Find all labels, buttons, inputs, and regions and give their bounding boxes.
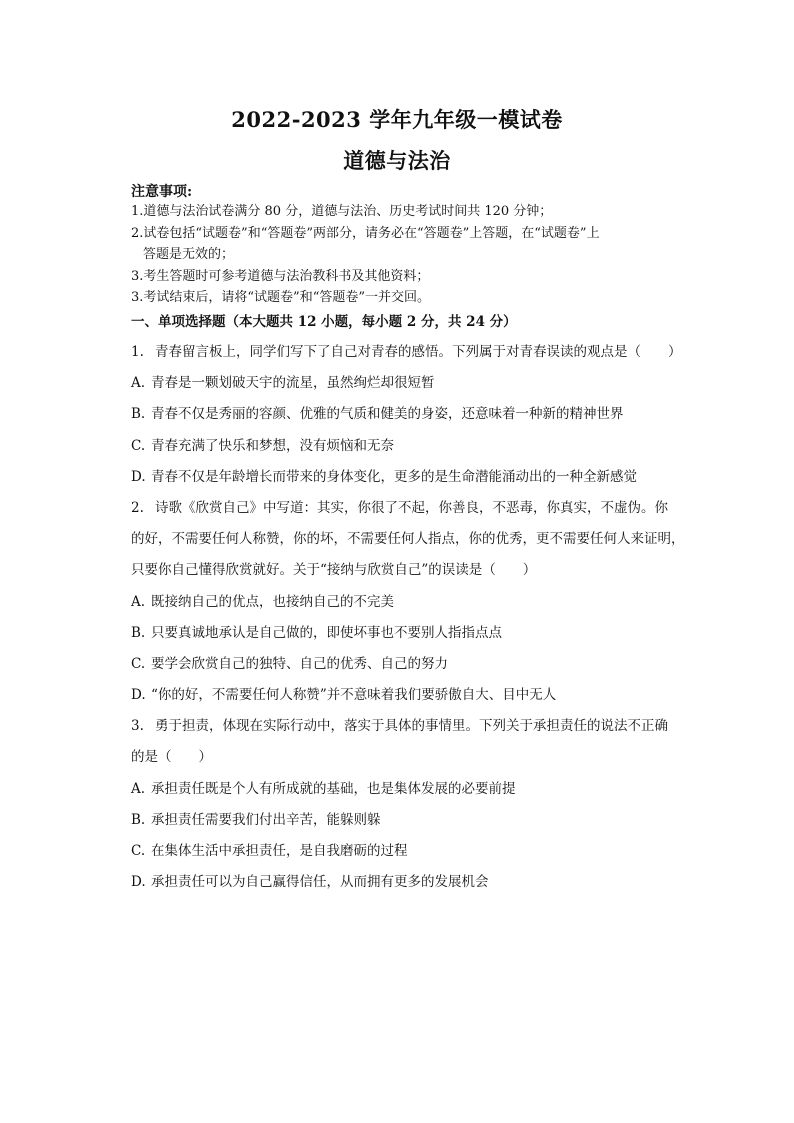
- option-item[interactable]: [131, 778, 706, 809]
- question-text: 勇于担责，体现在实际行动中，落实于具体的事情里。下列关于承担责任的说法不正确: [155, 718, 668, 735]
- option-letter: C.: [131, 843, 146, 859]
- question-stem: [131, 497, 706, 528]
- option-item[interactable]: [131, 622, 706, 653]
- notice-item: 1.道德与法治试卷满分 80 分，道德与法治、历史考试时间共 120 分钟；: [131, 204, 553, 219]
- question-stem: [131, 341, 706, 372]
- option-item[interactable]: [131, 435, 706, 466]
- option-letter: D.: [131, 468, 146, 485]
- question-number: 2.: [131, 499, 144, 516]
- option-text: 青春不仅是年龄增长而带来的身体变化，更多的是生命潜能涌动出的一种全新感觉: [151, 468, 637, 485]
- option-item[interactable]: [131, 653, 706, 684]
- question-number: 3.: [131, 718, 144, 735]
- option-text: 既接纳自己的优点，也接纳自己的不完美: [151, 593, 394, 610]
- option-item[interactable]: [131, 840, 706, 871]
- section-title: 一、单项选择题（本大题共 12 小题，每小题 2 分，共 24 分）: [131, 314, 517, 330]
- option-item[interactable]: [131, 466, 706, 497]
- option-letter: B.: [131, 406, 146, 423]
- question-stem: [131, 715, 706, 746]
- notice-item: 3.考试结束后，请将“试题卷”和“答题卷”一并交回。: [131, 290, 430, 305]
- option-item[interactable]: [131, 591, 706, 622]
- option-item[interactable]: [131, 809, 706, 840]
- notice-item: 2.试卷包括“试题卷”和“答题卷”两部分，请务必在“答题卷”上答题，在“试题卷”上: [131, 225, 600, 241]
- option-item[interactable]: [131, 684, 706, 715]
- notice-item: 3.考生答题时可参考道德与法治教科书及其他资料；: [131, 268, 430, 284]
- option-item[interactable]: [131, 871, 706, 902]
- question-stem-continued: 的是（ ）: [131, 749, 212, 766]
- option-letter: C.: [131, 437, 146, 454]
- option-text: 在集体生活中承担责任，是自我磨砺的过程: [151, 843, 408, 859]
- option-item[interactable]: [131, 403, 706, 434]
- option-letter: D.: [131, 874, 146, 891]
- option-item[interactable]: [131, 372, 706, 403]
- subject-title: 道德与法治: [343, 148, 451, 173]
- option-letter: A.: [131, 375, 146, 392]
- option-text: 承担责任需要我们付出辛苦，能躲则躲: [151, 811, 381, 828]
- notice-item: 答题是无效的；: [143, 247, 235, 262]
- exam-title: 2022-2023 学年九年级一模试卷: [231, 107, 563, 132]
- option-letter: B.: [131, 811, 146, 828]
- option-letter: A.: [131, 593, 146, 610]
- option-text: 青春充满了快乐和梦想，没有烦恼和无奈: [151, 437, 394, 454]
- option-letter: B.: [131, 624, 146, 641]
- question-text: 诗歌《欣赏自己》中写道：其实，你很了不起，你善良，不恶毒，你真实，不虚伪。你: [155, 499, 668, 516]
- option-letter: A.: [131, 780, 146, 797]
- question-list: [131, 341, 706, 902]
- question-text: 青春留言板上，同学们写下了自己对青春的感悟。下列属于对青春误读的观点是（ ）: [155, 344, 682, 360]
- option-text: 只要真诚地承认是自己做的，即使坏事也不要别人指指点点: [151, 624, 502, 641]
- option-text: 青春是一颗划破天宇的流星，虽然绚烂却很短暂: [151, 375, 435, 392]
- option-letter: C.: [131, 655, 146, 672]
- option-text: 青春不仅是秀丽的容颜、优雅的气质和健美的身姿，还意味着一种新的精神世界: [151, 406, 624, 423]
- option-text: 承担责任既是个人有所成就的基础，也是集体发展的必要前提: [151, 780, 516, 797]
- question-number: 1.: [131, 344, 144, 360]
- question-stem-continued: 只要你自己懂得欣赏就好。关于“接纳与欣赏自己”的误读是（ ）: [131, 562, 537, 579]
- option-text: “你的好，不需要任何人称赞”并不意味着我们要骄傲自大、目中无人: [151, 687, 557, 704]
- question-stem-continued: 的好，不需要任何人称赞，你的坏，不需要任何人指点，你的优秀，更不需要任何人来证明，: [131, 531, 685, 548]
- option-text: 承担责任可以为自己赢得信任，从而拥有更多的发展机会: [151, 874, 489, 891]
- notice-heading: 注意事项:: [131, 184, 193, 200]
- option-letter: D.: [131, 687, 146, 704]
- notice-list: [131, 201, 691, 309]
- option-text: 要学会欣赏自己的独特、自己的优秀、自己的努力: [151, 655, 448, 672]
